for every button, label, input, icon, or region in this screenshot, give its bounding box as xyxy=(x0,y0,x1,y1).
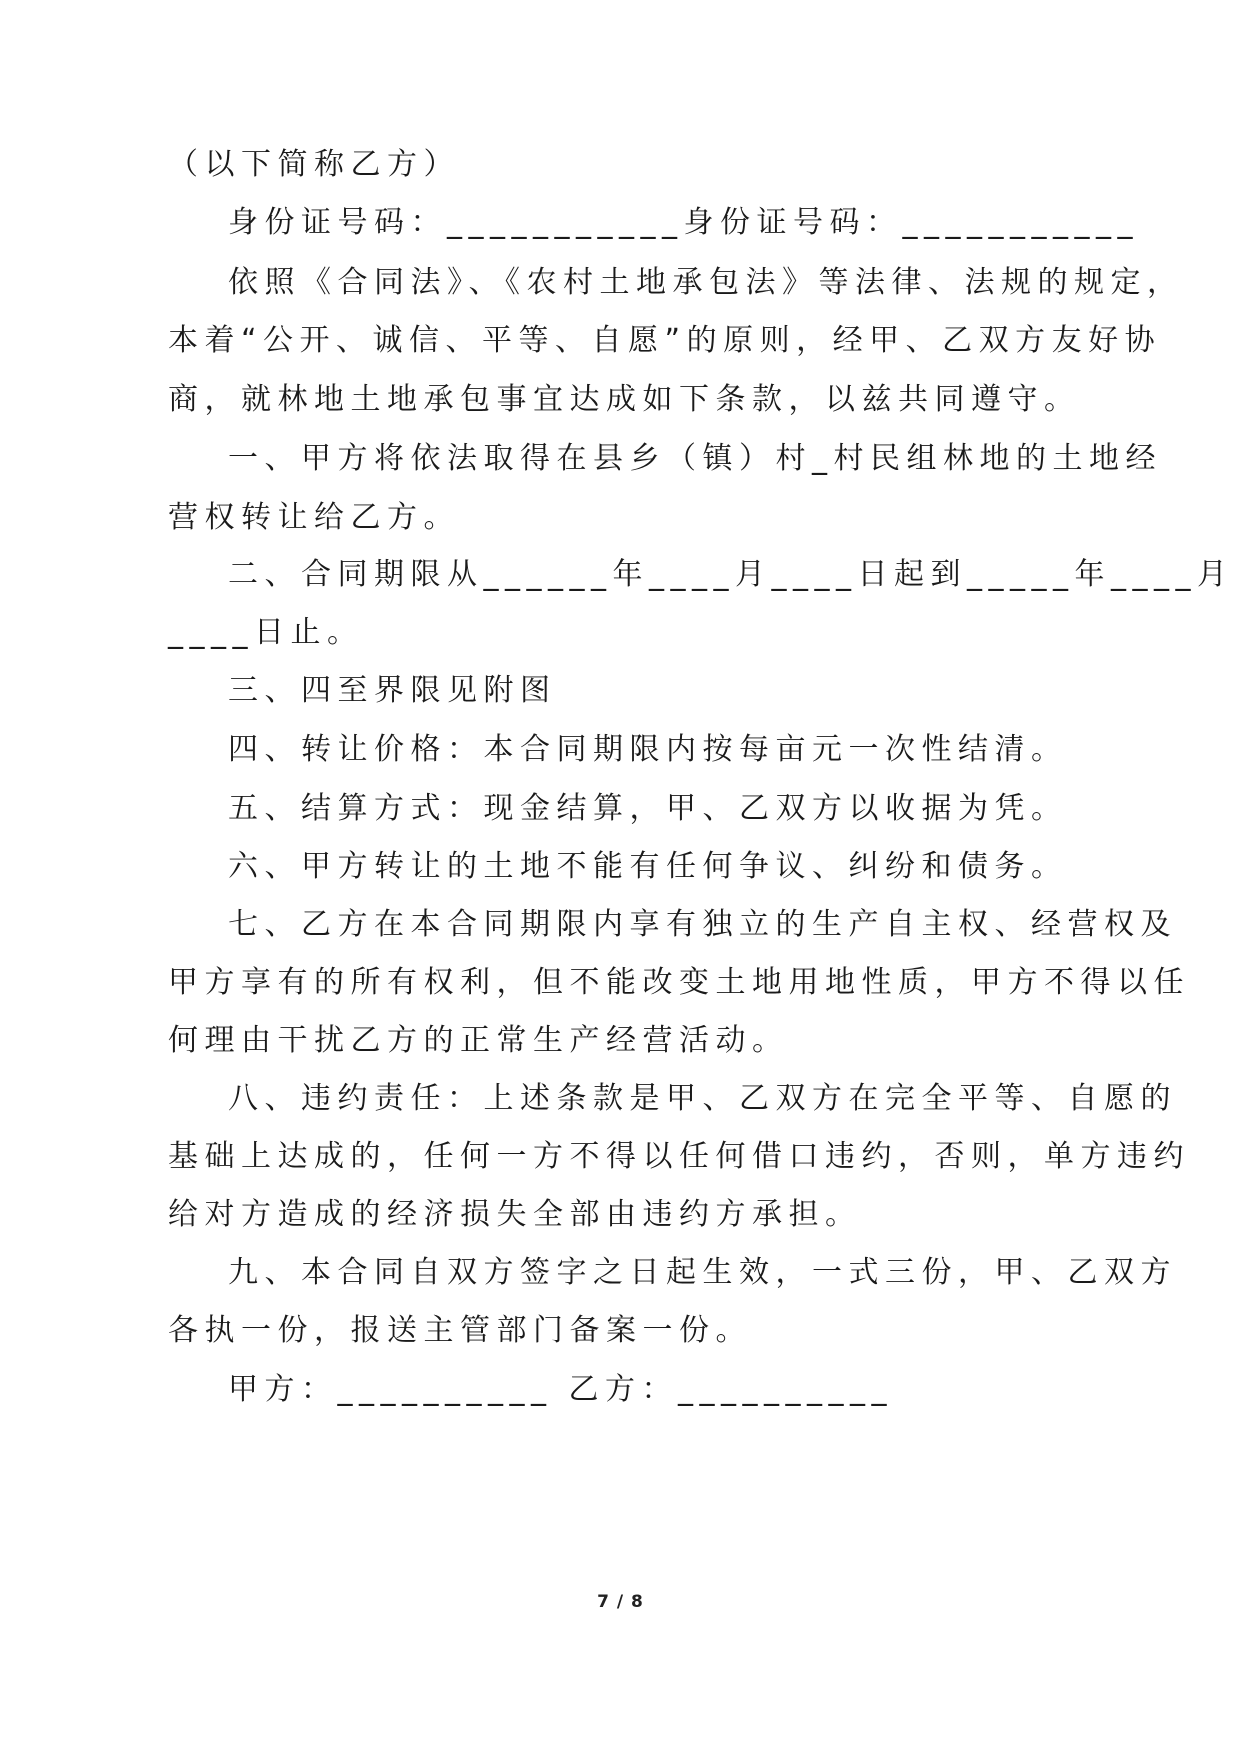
text-line-clause-1a: 一、甲方将依法取得在县乡（镇）村_村民组林地的土地经 xyxy=(228,441,1162,476)
text-line-clause-9b: 各执一份，报送主管部门备案一份。 xyxy=(168,1313,752,1348)
text-line-clause-8a: 八、违约责任：上述条款是甲、乙双方在完全平等、自愿的 xyxy=(228,1081,1177,1116)
page-number: 7 / 8 xyxy=(597,1592,644,1612)
text-line-clause-3: 三、四至界限见附图 xyxy=(228,673,557,708)
text-line-clause-9a: 九、本合同自双方签字之日起生效，一式三份，甲、乙双方 xyxy=(228,1255,1177,1290)
text-line-clause-2b: ____日止。 xyxy=(168,615,364,650)
text-line-signatures: 甲方：__________ 乙方：__________ xyxy=(228,1372,894,1407)
text-line-clause-8b: 基础上达成的，任何一方不得以任何借口违约，否则，单方违约 xyxy=(168,1139,1190,1174)
text-line-clause-8c: 给对方造成的经济损失全部由违约方承担。 xyxy=(168,1197,862,1232)
text-line-preamble-2: 本着“公开、诚信、平等、自愿”的原则，经甲、乙双方友好协 xyxy=(168,323,1162,358)
text-line-clause-5: 五、结算方式：现金结算，甲、乙双方以收据为凭。 xyxy=(228,791,1068,826)
text-line-clause-2a: 二、合同期限从______年____月____日起到_____年____月 xyxy=(228,557,1234,592)
text-line-clause-6: 六、甲方转让的土地不能有任何争议、纠纷和债务。 xyxy=(228,849,1068,884)
text-line-preamble-1: 依照《合同法》、《农村土地承包法》等法律、法规的规定， xyxy=(228,265,1184,300)
text-line-preamble-3: 商，就林地土地承包事宜达成如下条款，以兹共同遵守。 xyxy=(168,382,1081,417)
text-line-clause-7a: 七、乙方在本合同期限内享有独立的生产自主权、经营权及 xyxy=(228,907,1177,942)
text-line-clause-7c: 何理由干扰乙方的正常生产经营活动。 xyxy=(168,1023,789,1058)
text-line-clause-1b: 营权转让给乙方。 xyxy=(168,500,460,535)
text-line-id-numbers: 身份证号码：___________身份证号码：___________ xyxy=(228,205,1139,240)
text-line-clause-7b: 甲方享有的所有权利，但不能改变土地用地性质，甲方不得以任 xyxy=(168,965,1190,1000)
text-line-clause-4: 四、转让价格：本合同期限内按每亩元一次性结清。 xyxy=(228,732,1068,767)
text-line-short-name: （以下简称乙方） xyxy=(168,147,460,182)
